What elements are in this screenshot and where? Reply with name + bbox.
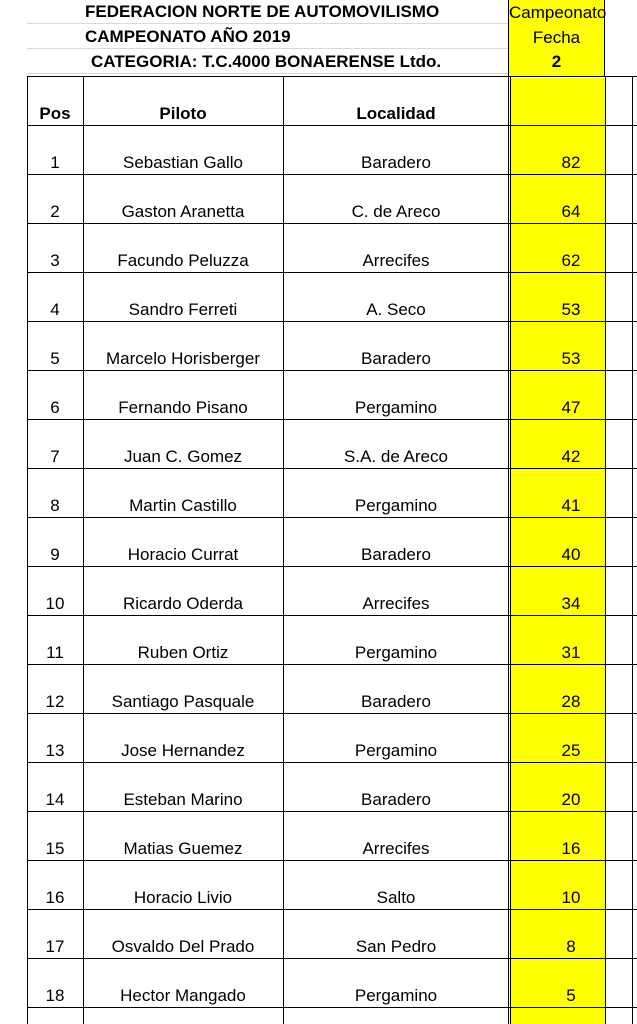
localidad-cell: Pergamino (354, 496, 438, 515)
row-divider (27, 370, 637, 371)
piloto-cell: Horacio Livio (133, 888, 233, 907)
localidad-cell: C. de Areco (351, 202, 441, 221)
pos-cell: 5 (50, 349, 60, 368)
puntos-cell: 34 (561, 594, 581, 613)
pos-cell: 18 (45, 986, 65, 1005)
table-row (0, 958, 637, 1007)
localidad-cell: Pergamino (354, 986, 438, 1005)
table-row (0, 664, 637, 713)
row-divider (27, 713, 637, 714)
piloto-cell: Martin Castillo (129, 496, 237, 515)
column-divider (605, 76, 606, 1024)
puntos-cell: 5 (566, 986, 576, 1005)
piloto-cell: Marcelo Horisberger (106, 349, 260, 368)
row-divider (27, 958, 637, 959)
piloto-cell: Fernando Pisano (118, 398, 248, 417)
header-pos: Pos (39, 104, 71, 123)
piloto-cell: Ricardo Oderda (122, 594, 243, 613)
header-localidad: Localidad (356, 104, 436, 123)
row-divider (27, 321, 637, 322)
row-divider (27, 615, 637, 616)
table-row (0, 615, 637, 664)
puntos-cell: 64 (561, 202, 581, 221)
column-divider (510, 76, 511, 1024)
pos-cell: 8 (50, 496, 60, 515)
pos-cell: 16 (45, 888, 65, 907)
puntos-cell: 8 (566, 937, 576, 956)
campeonato-header (508, 0, 605, 76)
piloto-cell: Sebastian Gallo (122, 153, 244, 172)
puntos-cell: 28 (561, 692, 581, 711)
table-row (0, 272, 637, 321)
header-piloto: Piloto (159, 104, 207, 123)
column-divider (27, 76, 28, 1024)
puntos-cell: 41 (561, 496, 581, 515)
piloto-cell: Santiago Pasquale (111, 692, 255, 711)
row-divider (27, 468, 637, 469)
row-divider (27, 811, 637, 812)
puntos-cell: 82 (561, 153, 581, 172)
localidad-cell: Baradero (361, 349, 431, 368)
table-row (0, 713, 637, 762)
localidad-cell: A. Seco (366, 300, 426, 319)
pos-cell: 10 (45, 594, 65, 613)
row-divider (27, 517, 637, 518)
table-row (0, 223, 637, 272)
standings-table (0, 76, 637, 1024)
localidad-cell: Pergamino (354, 643, 438, 662)
row-divider (27, 1007, 637, 1008)
localidad-cell: San Pedro (355, 937, 437, 956)
localidad-cell: Salto (376, 888, 416, 907)
localidad-cell: Arrecifes (362, 251, 430, 270)
pos-cell: 11 (46, 643, 64, 662)
pos-cell: 15 (45, 839, 65, 858)
localidad-cell: Pergamino (354, 741, 438, 760)
puntos-cell: 20 (561, 790, 581, 809)
puntos-cell: 25 (561, 741, 581, 760)
row-divider (27, 125, 637, 126)
table-row (0, 860, 637, 909)
puntos-cell: 10 (561, 888, 581, 907)
table-row (0, 321, 637, 370)
row-divider (27, 223, 637, 224)
column-divider (83, 76, 84, 1024)
pos-cell: 9 (50, 545, 60, 564)
table-row (0, 468, 637, 517)
puntos-cell: 31 (561, 643, 581, 662)
category-title: CATEGORIA: T.C.4000 BONAERENSE Ltdo. (27, 50, 508, 74)
pos-cell: 14 (45, 790, 65, 809)
campeonato-label: Campeonato (509, 3, 607, 22)
puntos-cell: 42 (561, 447, 581, 466)
column-divider (508, 76, 509, 1024)
piloto-cell: Matias Guemez (123, 839, 243, 858)
piloto-cell: Sandro Ferreti (128, 300, 238, 319)
table-row (0, 125, 637, 174)
fecha-label: Fecha (532, 28, 581, 47)
row-divider (27, 76, 637, 77)
table-row (0, 174, 637, 223)
piloto-cell: Juan C. Gomez (123, 447, 243, 466)
row-divider (27, 566, 637, 567)
puntos-cell: 62 (561, 251, 581, 270)
championship-title: CAMPEONATO AÑO 2019 (27, 25, 508, 49)
title-block (0, 0, 637, 76)
fecha-number: 2 (551, 52, 562, 71)
pos-cell: 12 (45, 692, 65, 711)
piloto-cell: Facundo Peluzza (117, 251, 249, 270)
table-row (0, 566, 637, 615)
localidad-cell: Baradero (361, 790, 431, 809)
pos-cell: 7 (50, 447, 60, 466)
localidad-cell: Pergamino (354, 398, 438, 417)
pos-cell: 2 (50, 202, 60, 221)
puntos-cell: 53 (561, 349, 581, 368)
table-row (0, 762, 637, 811)
table-row (0, 370, 637, 419)
pos-cell: 3 (50, 251, 60, 270)
column-divider (283, 76, 284, 1024)
piloto-cell: Esteban Marino (123, 790, 243, 809)
puntos-cell: 40 (561, 545, 581, 564)
row-divider (27, 419, 637, 420)
pos-cell: 1 (50, 153, 60, 172)
row-divider (27, 174, 637, 175)
table-row (0, 811, 637, 860)
table-row (0, 909, 637, 958)
table-row (0, 419, 637, 468)
puntos-cell: 53 (561, 300, 581, 319)
pos-cell: 6 (50, 398, 60, 417)
localidad-cell: Arrecifes (362, 594, 430, 613)
row-divider (27, 664, 637, 665)
puntos-cell: 16 (561, 839, 581, 858)
piloto-cell: Ruben Ortiz (137, 643, 229, 662)
piloto-cell: Hector Mangado (120, 986, 246, 1005)
piloto-cell: Jose Hernandez (121, 741, 245, 760)
table-row (0, 517, 637, 566)
pos-cell: 17 (45, 937, 65, 956)
localidad-cell: Baradero (361, 692, 431, 711)
row-divider (27, 860, 637, 861)
column-divider (632, 76, 633, 1024)
localidad-cell: Baradero (361, 545, 431, 564)
piloto-cell: Osvaldo Del Prado (111, 937, 255, 956)
localidad-cell: Arrecifes (362, 839, 430, 858)
piloto-cell: Horacio Currat (127, 545, 239, 564)
piloto-cell: Gaston Aranetta (121, 202, 245, 221)
row-divider (27, 272, 637, 273)
row-divider (27, 909, 637, 910)
pos-cell: 13 (45, 741, 65, 760)
federation-title: FEDERACION NORTE DE AUTOMOVILISMO (27, 0, 508, 24)
puntos-cell: 47 (561, 398, 581, 417)
localidad-cell: Baradero (361, 153, 431, 172)
table-header-row (0, 76, 637, 125)
localidad-cell: S.A. de Areco (344, 447, 448, 466)
row-divider (27, 762, 637, 763)
pos-cell: 4 (50, 300, 60, 319)
